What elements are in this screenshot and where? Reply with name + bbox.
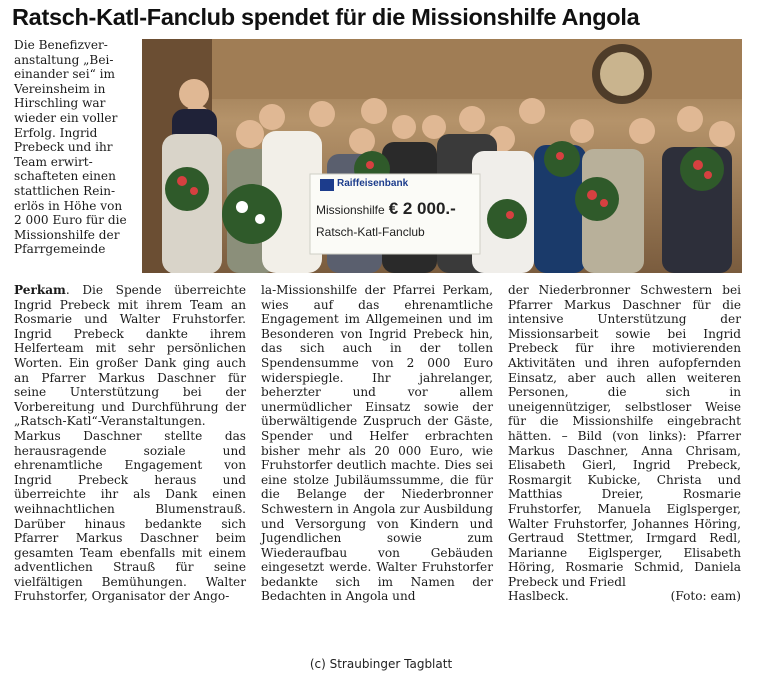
intro-line: einander sei“ im [14, 67, 115, 82]
intro-column [14, 38, 129, 257]
intro-line: 2 000 Euro für die [14, 213, 127, 228]
column-1-text: . Die Spende überreichte Ingrid Prebeck mit ihrem Team an Rosmarie und Walter Fruhstorfer. Ingrid Prebeck dankte ihrem Helferteam mit sehr persönlichen Worten. Ein großer Dank ging auch an Pfarrer Markus Daschner für seine Unterstützung bei der Vorbereitung und Durchführung der „Ratsch-Katl“-Veranstaltungen. Markus Daschner stellte das herausragende soziale und ehrenamtliche Engagement von Ingrid Prebeck heraus und überreichte ihr als Dank einen weihnachtlichen Blumenstrauß. Darüber hinaus bedankte sich Pfarrer Markus Daschner beim gesamten Team ebenfalls mit einem adventlichen Strauß für seine vielfältigen Bemühungen. Walter Fruhstorfer, Organisator der Ango- [14, 283, 246, 604]
cheque-amount: € 2 000.- [388, 199, 456, 218]
intro-line: Die Benefizver- [14, 38, 108, 52]
intro-line: erlös in Höhe von [14, 198, 123, 213]
caption-final-line [508, 589, 741, 604]
intro-line: Vereinsheim in [14, 81, 106, 96]
article-column-2 [261, 283, 493, 604]
cheque-bank-name: Raiffeisenbank [337, 178, 409, 189]
article-column-1 [14, 283, 246, 604]
intro-line: Hirschling war [14, 96, 106, 111]
cheque-club: Ratsch-Katl-Fanclub [316, 225, 425, 239]
intro-line: Pfarrgemeinde [14, 242, 106, 257]
intro-line: anstaltung „Bei- [14, 52, 114, 67]
dateline-place: Perkam [14, 283, 66, 297]
intro-line: Missionshilfe der [14, 227, 120, 242]
intro-line: wieder ein voller [14, 110, 118, 125]
article-column-3 [508, 283, 741, 604]
column-3-text: der Niederbronner Schwestern bei Pfarrer Markus Daschner für die intensive Unterstützung der Missionsarbeit sowie bei Ingrid Prebeck für ihre motivierenden Aktivitäten und ihren aufopfernden Einsatz, aber auch allen weiteren Personen, die sich in uneigennütziger, selbstloser Weise für die Missionshilfe eingebracht hätten. – Bild (von links): Pfarrer Markus Daschner, Anna Chrisam, Elisabeth Gierl, Ingrid Prebeck, Rosmargit Kubicke, Christa und Matthias Dreier, Rosmarie Fruhstorfer, Manuela Eiglsperger, Walter Fruhstorfer, Johannes Höring, Gertraud Stettmer, Irmgard Redl, Marianne Eiglsperger, Elisabeth Höring, Rosmarie Schmid, Daniela Prebeck und Friedl [508, 283, 741, 589]
cheque-label: Missionshilfe [316, 203, 385, 217]
intro-line: Prebeck und ihr [14, 140, 113, 155]
column-2-text: la-Missionshilfe der Pfarrei Perkam, wies auf das ehrenamtliche Engagement im Allgemeinen und im Besonderen von Ingrid Prebeck hin, das sich auch in der tollen Spendensumme von 2 000 Euro widerspiegle. Ihr jahrelanger, beherzter und vor allem unermüdlicher Einsatz sowie der überwältigende Zuspruch der Gäste, Spender und Helfer erbrachten bisher mehr als 20 000 Euro, wie Fruhstorfer deutlich machte. Dies sei eine stolze Jubiläumssumme, die für die Belange der Niederbronner Schwestern in Angola zur Ausbildung und Versorgung von Kindern und Jugendlichen sowie zum Wiederaufbau von Gebäuden eingesetzt werde. Walter Fruhstorfer bedankte sich im Namen der Bedachten in Angola und [261, 283, 493, 604]
photo-credit: (Foto: eam) [670, 589, 741, 604]
copyright-footer: (c) Straubinger Tagblatt [309, 657, 453, 671]
intro-line: stattlichen Rein- [14, 183, 116, 198]
article-headline: Ratsch-Katl-Fanclub spendet für die Missionshilfe Angola [12, 4, 640, 30]
cheque-amount-line [316, 199, 486, 219]
group-photo [142, 39, 742, 273]
intro-line: schafteten einen [14, 169, 116, 184]
intro-line: Erfolg. Ingrid [14, 125, 98, 140]
caption-last-name: Haslbeck. [508, 589, 569, 604]
intro-line: Team erwirt- [14, 154, 93, 169]
